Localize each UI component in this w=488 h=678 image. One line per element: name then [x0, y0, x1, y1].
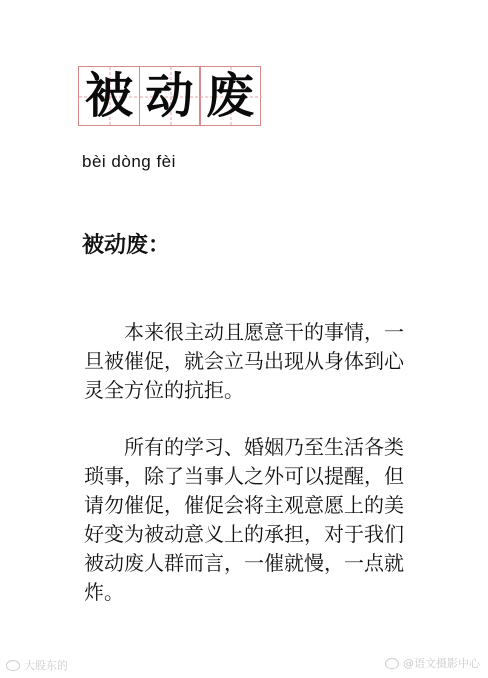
title-cell: [78, 66, 140, 126]
subheading: 被动废：: [82, 233, 171, 258]
body-text: [84, 318, 414, 635]
pinyin: bèi dòng fèi: [82, 152, 176, 171]
title-cell: [139, 66, 201, 126]
title-char: 废: [205, 68, 254, 124]
title-char: 动: [145, 68, 194, 124]
paragraph: 本来很主动且愿意干的事情，一旦被催促，就会立马出现从身体到心灵全方位的抗拒。: [84, 320, 404, 402]
weibo-icon: [385, 658, 399, 669]
title-char: 被: [84, 68, 133, 124]
watermark-left: [6, 657, 68, 673]
watermark-left-text: 大股东的: [24, 659, 68, 672]
watermark-right: [385, 655, 480, 671]
title-grid: [78, 66, 264, 126]
weibo-icon: [6, 660, 20, 671]
paragraph: 所有的学习、婚姻乃至生活各类琐事，除了当事人之外可以提醒，但请勿催促，催促会将主观意愿上的美好变为被动意义上的承担，对于我们被动废人群而言，一催就慢，一点就炸。: [84, 435, 404, 604]
watermark-right-text: @语文摄影中心: [403, 657, 480, 670]
title-cell: [199, 66, 261, 126]
